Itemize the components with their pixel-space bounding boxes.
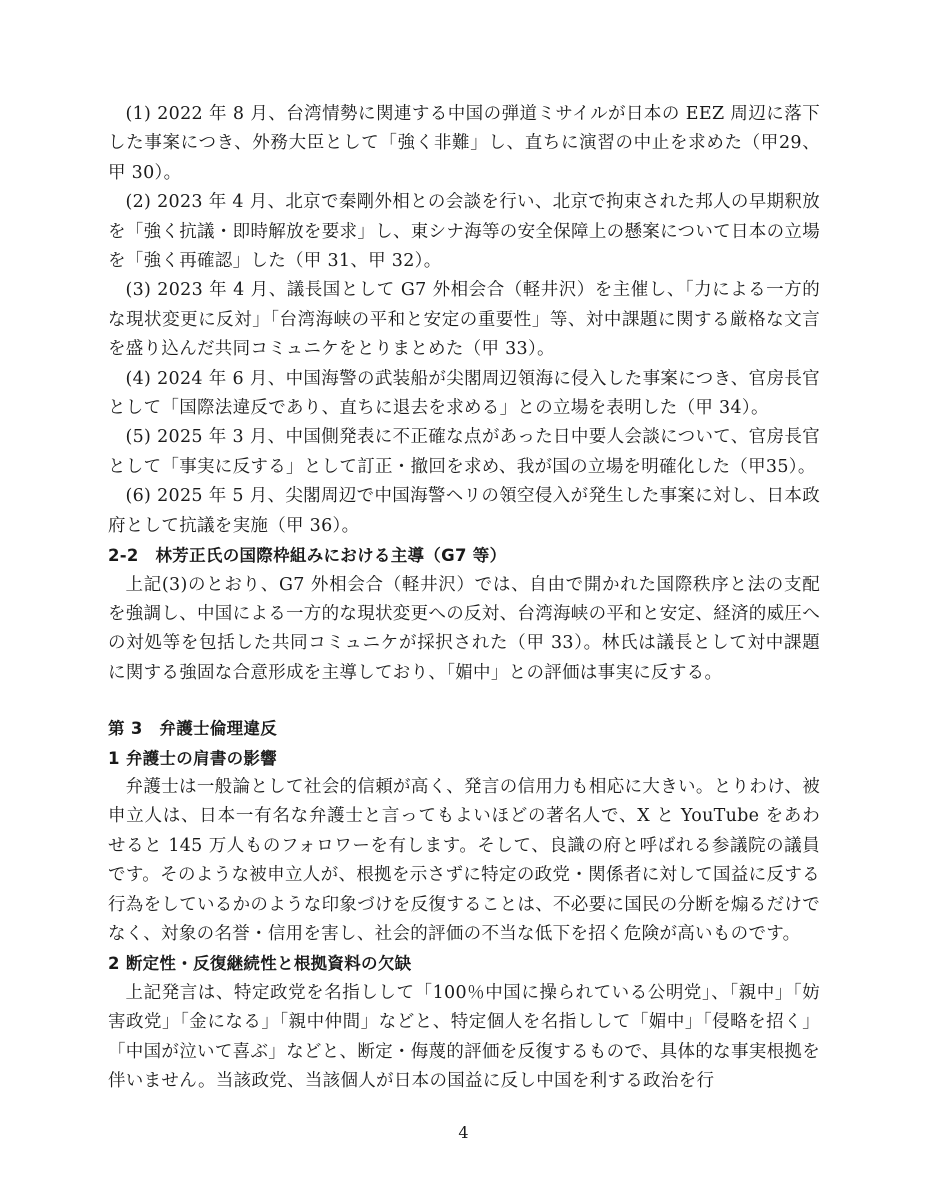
list-item-4: (4) 2024 年 6 月、中国海警の武装船が尖閣周辺領海に侵入した事案につき、官房長官として「国際法違反であり、直ちに退去を求める」との立場を表明した（甲 34）。 xyxy=(108,368,820,419)
section-3-heading: 第 3 弁護士倫理違反 xyxy=(108,719,278,739)
list-item-1: (1) 2022 年 8 月、台湾情勢に関連する中国の弾道ミサイルが日本の EEZ 周辺に落下した事案につき、外務大臣として「強く非難」し、直ちに演習の中止を求めた（甲29、甲 30）。 xyxy=(108,104,820,183)
section-spacer xyxy=(108,688,820,714)
page-number: 4 xyxy=(458,1123,469,1142)
subsection-1-heading: 1 弁護士の肩書の影響 xyxy=(108,748,278,768)
section-2-2-body: 上記(3)のとおり、G7 外相会合（軽井沢）では、自由で開かれた国際秩序と法の支配を強調し、中国による一方的な現状変更への反対、台湾海峡の平和と安定、経済的威圧への対処等を包括した共同コミュニケが採択された（甲 33）。林氏は議長として対中課題に関する強固な合意形成を主導しており、「媚中」との評価は事実に反する。 xyxy=(108,574,820,683)
subsection-2-heading: 2 断定性・反復継続性と根拠資料の欠缺 xyxy=(108,954,412,974)
document-body xyxy=(108,100,820,1096)
subsection-1-body: 弁護士は一般論として社会的信頼が高く、発言の信用力も相応に大きい。とりわけ、被申立人は、日本一有名な弁護士と言ってもよいほどの著名人で、X と YouTube をあわせると 145 万人ものフォロワーを有します。そして、良識の府と呼ばれる参議院の議員です。そのような被申立人が、根拠を示さずに特定の政党・関係者に対して国益に反する行為をしているかのような印象づけを反復することは、不必要に国民の分断を煽るだけでなく、対象の名誉・信用を害し、社会的評価の不当な低下を招く危険が高いものです。 xyxy=(108,776,820,944)
section-2-2-heading: 2-2 林芳正氏の国際枠組みにおける主導（G7 等） xyxy=(108,546,507,566)
subsection-2-body: 上記発言は、特定政党を名指しして「100％中国に操られている公明党」、「親中」「妨害政党」「金になる」「親中仲間」などと、特定個人を名指しして「媚中」「侵略を招く」「中国が泣いて喜ぶ」などと、断定・侮蔑的評価を反復するもので、具体的な事実根拠を伴いません。当該政党、当該個人が日本の国益に反し中国を利する政治を行 xyxy=(108,982,820,1091)
list-item-5: (5) 2025 年 3 月、中国側発表に不正確な点があった日中要人会談について、官房長官として「事実に反する」として訂正・撤回を求め、我が国の立場を明確化した（甲35）。 xyxy=(108,427,820,477)
list-item-3: (3) 2023 年 4 月、議長国として G7 外相会合（軽井沢）を主催し、「力による一方的な現状変更に反対」「台湾海峡の平和と安定の重要性」等、対中課題に関する厳格な文言を盛り込んだ共同コミュニケをとりまとめた（甲 33）。 xyxy=(108,280,820,360)
list-item-2: (2) 2023 年 4 月、北京で秦剛外相との会談を行い、北京で拘束された邦人の早期釈放を「強く抗議・即時解放を要求」し、東シナ海等の安全保障上の懸案について日本の立場を「強く再確認」した（甲 31、甲 32）。 xyxy=(108,192,820,272)
list-item-6: (6) 2025 年 5 月、尖閣周辺で中国海警ヘリの領空侵入が発生した事案に対し、日本政府として抗議を実施（甲 36）。 xyxy=(108,486,820,536)
